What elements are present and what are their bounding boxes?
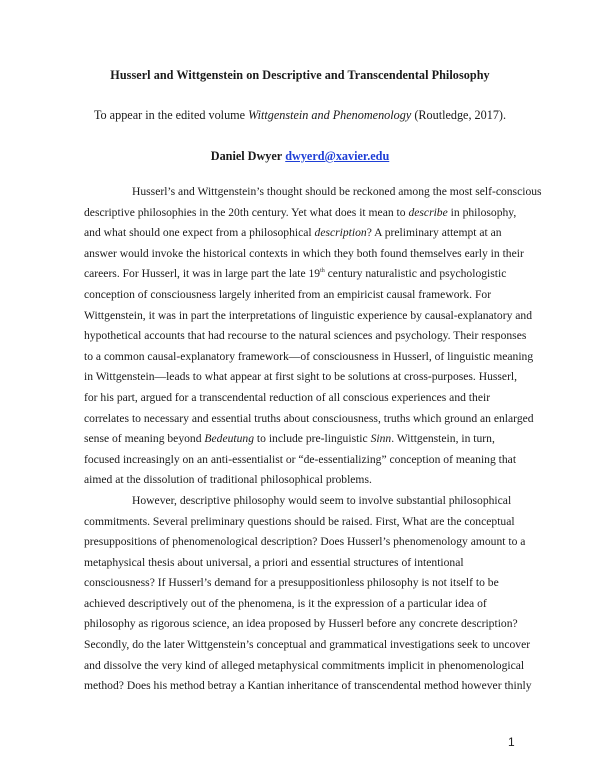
paragraph-2-line: method? Does his method betray a Kantian inheritance of transcendental method however thinly bbox=[84, 679, 532, 693]
paragraph-1-line: focused increasingly on an anti-essentialist or “de-essentializing” conception of meaning that bbox=[84, 452, 517, 466]
paragraph-1-line: careers. For Husserl, it was in large part the late 19th century naturalistic and psychologistic bbox=[84, 267, 507, 281]
paragraph-2-line: philosophy as rigorous science, an idea proposed by Husserl before any concrete description? bbox=[84, 617, 518, 631]
paragraph-1-line: for his part, argued for a transcendental reduction of all conscious experiences and their bbox=[84, 390, 491, 404]
paragraph-2-line: metaphysical thesis about universal, a priori and essential structures of intentional bbox=[84, 555, 464, 569]
publication-note bbox=[0, 108, 600, 123]
publication-note-suffix: (Routledge, 2017). bbox=[411, 108, 507, 122]
paragraph-1-line: answer would invoke the historical contexts in which they both found themselves early in their bbox=[84, 246, 524, 260]
paragraph-1-line: sense of meaning beyond Bedeutung to include pre-linguistic Sinn. Wittgenstein, in turn, bbox=[84, 432, 495, 446]
paper-title: Husserl and Wittgenstein on Descriptive and Transcendental Philosophy bbox=[110, 68, 490, 82]
paragraph-1-line: in Wittgenstein—leads to what appear at first sight to be solutions at cross-purposes. Husserl, bbox=[84, 370, 518, 384]
paragraph-1-line: and what should one expect from a philosophical description? A preliminary attempt at an bbox=[84, 226, 502, 240]
book-title: Wittgenstein and Phenomenology bbox=[248, 108, 412, 122]
author-name: Daniel Dwyer bbox=[210, 149, 283, 163]
paragraph-2-line: presuppositions of phenomenological description? Does Husserl’s phenomenology amount to a bbox=[84, 535, 526, 549]
paragraph-2-line: Secondly, do the later Wittgenstein’s conceptual and grammatical investigations seek to uncover bbox=[84, 638, 531, 652]
publication-note-prefix: To appear in the edited volume bbox=[93, 108, 249, 122]
paragraph-1-line: to a common causal-explanatory framework—of consciousness in Husserl, of linguistic meaning bbox=[84, 349, 534, 363]
body-text bbox=[84, 182, 542, 697]
paragraph-2-line: commitments. Several preliminary questions should be raised. First, What are the conceptual bbox=[84, 514, 515, 528]
page-number: 1 bbox=[508, 735, 515, 749]
ordinal-superscript: th bbox=[320, 268, 325, 275]
author-email-link[interactable]: dwyerd@xavier.edu bbox=[285, 149, 390, 163]
paragraph-2-line: achieved descriptively out of the phenomena, is it the expression of a particular idea of bbox=[84, 596, 487, 610]
paragraph-1-line: aimed at the dissolution of traditional philosophical problems. bbox=[84, 473, 372, 487]
paragraph-2-line: However, descriptive philosophy would seem to involve substantial philosophical bbox=[132, 493, 512, 507]
paragraph-1-line: correlates to necessary and essential truths about consciousness, truths which ground an enlarged bbox=[84, 411, 534, 425]
paragraph-1-line: conception of consciousness largely inherited from an empiricist causal framework. For bbox=[84, 287, 492, 301]
paragraph-1-line: descriptive philosophies in the 20th century. Yet what does it mean to describe in philosophy, bbox=[84, 205, 517, 219]
paragraph-2-line: and dissolve the very kind of alleged metaphysical commitments implicit in phenomenological bbox=[84, 658, 525, 672]
paragraph-1-line: hypothetical accounts that had recourse to the natural sciences and psychology. Their responses bbox=[84, 329, 527, 343]
paragraph-2-line: consciousness? If Husserl’s demand for a presuppositionless philosophy is not itself to be bbox=[84, 576, 499, 590]
author-line bbox=[0, 149, 600, 164]
paragraph-1-line: Husserl’s and Wittgenstein’s thought should be reckoned among the most self-conscious bbox=[132, 185, 542, 198]
paragraph-1-line: Wittgenstein, it was in part the interpretations of linguistic experience by causal-explanatory and bbox=[84, 308, 533, 322]
